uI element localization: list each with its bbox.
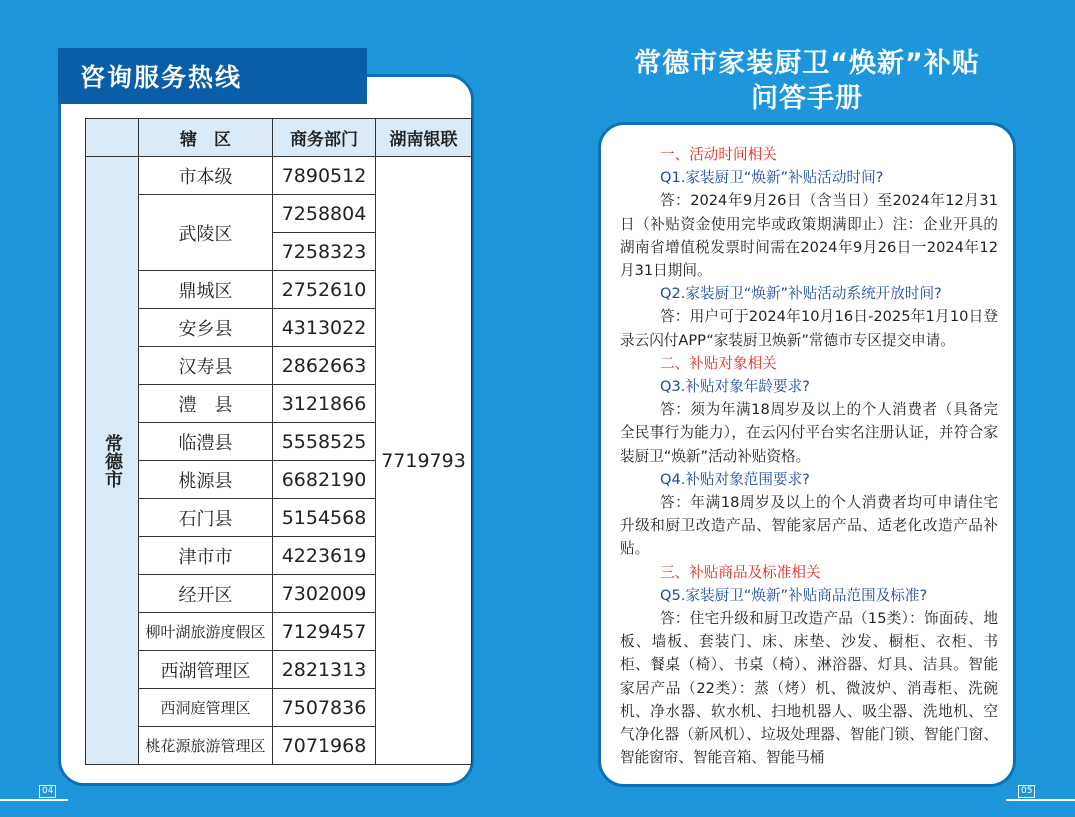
commerce-phone-cell: 2862663 bbox=[273, 347, 376, 385]
commerce-phone-cell: 7129457 bbox=[273, 613, 376, 651]
commerce-phone-cell: 4223619 bbox=[273, 537, 376, 575]
table-header-district: 辖 区 bbox=[139, 119, 273, 157]
district-cell: 西洞庭管理区 bbox=[139, 689, 273, 727]
district-cell: 澧 县 bbox=[139, 385, 273, 423]
commerce-phone-cell: 2821313 bbox=[273, 651, 376, 689]
district-cell: 柳叶湖旅游度假区 bbox=[139, 613, 273, 651]
page-rule-left bbox=[0, 799, 68, 801]
district-cell: 桃源县 bbox=[139, 461, 273, 499]
page-title-left: 咨询服务热线 bbox=[80, 63, 243, 92]
commerce-phone-cell: 2752610 bbox=[273, 271, 376, 309]
commerce-phone-cell: 7302009 bbox=[273, 575, 376, 613]
question-text: Q3.补贴对象年龄要求? bbox=[660, 378, 810, 396]
commerce-phone-cell: 7890512 bbox=[273, 157, 376, 195]
district-cell: 武陵区 bbox=[139, 195, 273, 271]
answer-text: 答：年满18周岁及以上的个人消费者均可申请住宅升级和厨卫改造产品、智能家居产品、适老化改造产品补贴。 bbox=[620, 494, 998, 558]
commerce-phone-cell: 7507836 bbox=[273, 689, 376, 727]
question-text: Q5.家装厨卫“焕新”补贴商品范围及标准? bbox=[660, 586, 928, 604]
page-number-right: 05 bbox=[1018, 785, 1035, 798]
hotline-table bbox=[85, 118, 472, 765]
district-cell: 西湖管理区 bbox=[139, 651, 273, 689]
region-cell: 常德市 bbox=[86, 157, 139, 765]
table-header-commerce: 商务部门 bbox=[273, 119, 376, 157]
table-body bbox=[86, 157, 472, 765]
page-rule-right bbox=[1006, 799, 1075, 801]
commerce-phone-cell: 3121866 bbox=[273, 385, 376, 423]
district-cell: 安乡县 bbox=[139, 309, 273, 347]
commerce-phone-cell: 7258804 bbox=[273, 195, 376, 233]
section-heading: 一、活动时间相关 bbox=[660, 146, 777, 163]
commerce-phone-cell: 7071968 bbox=[273, 727, 376, 765]
district-cell: 鼎城区 bbox=[139, 271, 273, 309]
unionpay-phone-cell: 7719793 bbox=[376, 157, 472, 765]
page-title-right bbox=[598, 46, 1016, 116]
answer-text: 答：须为年满18周岁及以上的个人消费者（具备完全民事行为能力），在云闪付平台实名注册认证，并符合家装厨卫“焕新”活动补贴资格。 bbox=[620, 401, 998, 465]
table-header-row bbox=[86, 119, 472, 157]
section-heading: 三、补贴商品及标准相关 bbox=[660, 563, 821, 581]
district-cell: 临澧县 bbox=[139, 423, 273, 461]
question-text: Q2.家装厨卫“焕新”补贴活动系统开放时间? bbox=[660, 285, 942, 303]
answer-text: 答：2024年9月26日（含当日）至2024年12月31日（补贴资金使用完毕或政策期满即止）注：企业开具的湖南省增值税发票时间需在2024年9月26日一2024年12月31日期间。 bbox=[620, 192, 998, 280]
title-line-2: 问答手册 bbox=[751, 83, 863, 114]
commerce-phone-cell: 5154568 bbox=[273, 499, 376, 537]
question-text: Q4.补贴对象范围要求? bbox=[660, 470, 810, 488]
commerce-phone-cell: 5558525 bbox=[273, 423, 376, 461]
title-line-1: 常德市家装厨卫“焕新”补贴 bbox=[634, 48, 980, 79]
district-cell: 汉寿县 bbox=[139, 347, 273, 385]
table-header-unionpay: 湖南银联 bbox=[376, 119, 472, 157]
district-cell: 石门县 bbox=[139, 499, 273, 537]
table-header-blank bbox=[86, 119, 139, 157]
district-cell: 市本级 bbox=[139, 157, 273, 195]
district-cell: 桃花源旅游管理区 bbox=[139, 727, 273, 765]
qa-content bbox=[620, 143, 998, 769]
section-heading: 二、补贴对象相关 bbox=[660, 354, 777, 372]
answer-text: 答：住宅升级和厨卫改造产品（15类）：饰面砖、地板、墙板、套装门、床、床垫、沙发、橱柜、衣柜、书柜、餐桌（椅）、书桌（椅）、淋浴器、灯具、洁具。智能家居产品（22类）：蒸（烤）机、微波炉、消毒柜、洗碗机、净水器、软水机、扫地机器人、吸尘器、洗地机、空气净化器（新风机）、垃圾处理器、智能门锁、智能门窗、智能窗帘、智能音箱、智能马桶 bbox=[620, 610, 998, 767]
commerce-phone-cell: 4313022 bbox=[273, 309, 376, 347]
commerce-phone-cell: 7258323 bbox=[273, 233, 376, 271]
district-cell: 经开区 bbox=[139, 575, 273, 613]
question-text: Q1.家装厨卫“焕新”补贴活动时间? bbox=[660, 169, 884, 187]
page-number-left: 04 bbox=[39, 785, 56, 798]
district-cell: 津市市 bbox=[139, 537, 273, 575]
commerce-phone-cell: 6682190 bbox=[273, 461, 376, 499]
answer-text: 答：用户可于2024年10月16日-2025年1月10日登录云闪付APP“家装厨卫焕新”常德市专区提交申请。 bbox=[620, 308, 998, 349]
table-row bbox=[86, 157, 472, 195]
